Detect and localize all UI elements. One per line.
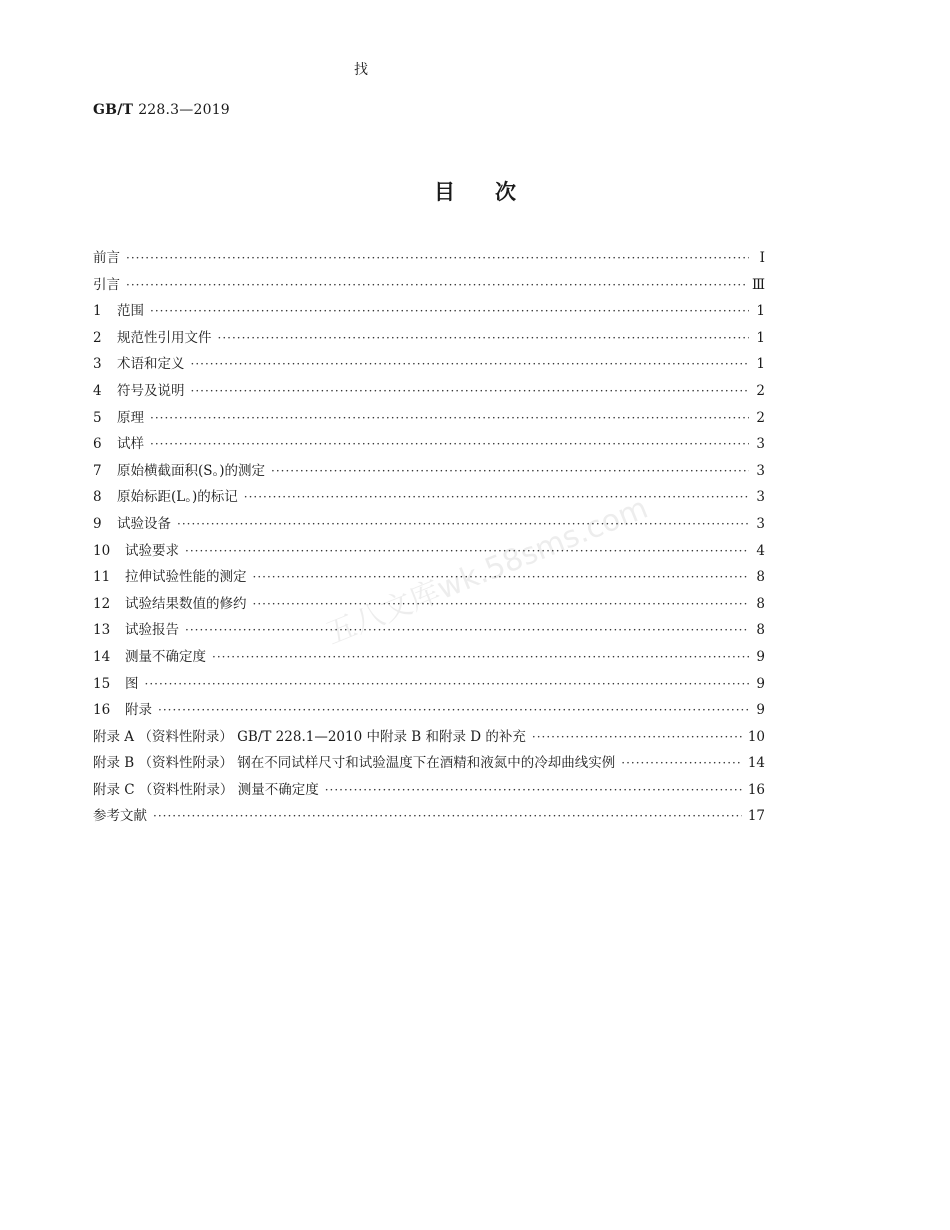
- toc-entry-number: 8: [93, 489, 102, 506]
- toc-entry-page: 4: [756, 542, 765, 559]
- toc-entry-page: Ⅰ: [759, 250, 765, 266]
- standard-code-prefix: GB/T: [93, 102, 134, 118]
- toc-entry[interactable]: [93, 751, 765, 778]
- toc-dot-leader: [150, 304, 749, 318]
- toc-entry[interactable]: [93, 618, 765, 645]
- toc-entry[interactable]: [93, 406, 765, 433]
- toc-entry[interactable]: [93, 379, 765, 406]
- toc-entry-label: 拉伸试验性能的测定: [125, 569, 247, 586]
- toc-dot-leader: [158, 703, 749, 717]
- toc-entry-page: 3: [756, 515, 765, 532]
- toc-entry-number: 10: [93, 542, 111, 559]
- toc-entry-page: 2: [756, 382, 765, 399]
- toc-dot-leader: [218, 331, 750, 345]
- toc-dot-leader: [150, 411, 749, 425]
- toc-entry-label: 范围: [117, 303, 144, 320]
- toc-entry-page: 1: [756, 329, 765, 346]
- toc-entry[interactable]: [93, 539, 765, 566]
- toc-dot-leader: [191, 357, 750, 371]
- toc-entry[interactable]: [93, 778, 765, 805]
- toc-entry-label: 原始横截面积(S。)的测定: [117, 462, 266, 479]
- toc-entry-number: 16: [93, 702, 111, 719]
- toc-dot-leader: [185, 623, 749, 637]
- toc-entry-number: 12: [93, 595, 111, 612]
- toc-dot-leader: [212, 650, 749, 664]
- toc-dot-leader: [153, 809, 742, 823]
- toc-dot-leader: [621, 756, 742, 770]
- toc-entry[interactable]: [93, 725, 765, 752]
- toc-entry-number: 2: [93, 329, 102, 346]
- toc-dot-leader: [126, 251, 749, 265]
- toc-entry-label: 测量不确定度: [125, 648, 206, 665]
- toc-entry-page: 8: [756, 569, 765, 586]
- toc-entry[interactable]: [93, 299, 765, 326]
- toc-entry-page: 9: [756, 702, 765, 719]
- watermark: 五八文库wk.58sms.com: [320, 490, 653, 652]
- toc-entry-label: 原始标距(L。)的标记: [117, 489, 238, 506]
- toc-entry-number: 6: [93, 436, 102, 453]
- toc-entry-label: 试验报告: [125, 622, 179, 639]
- toc-entry-label: 符号及说明: [117, 382, 185, 399]
- standard-code-number: 228.3—2019: [138, 102, 230, 118]
- toc-entry-label: 附录 B （资料性附录） 钢在不同试样尺寸和试验温度下在酒精和液氮中的冷却曲线实例: [93, 755, 616, 772]
- toc-entry[interactable]: [93, 326, 765, 353]
- toc-entry-number: 1: [93, 303, 102, 320]
- toc-entry[interactable]: [93, 672, 765, 699]
- toc-entry[interactable]: [93, 512, 765, 539]
- toc-entry-number: 7: [93, 462, 102, 479]
- toc-entry-page: 1: [756, 303, 765, 320]
- toc-entry-label: 试验结果数值的修约: [125, 595, 247, 612]
- toc-dot-leader: [126, 278, 746, 292]
- toc-entry[interactable]: [93, 432, 765, 459]
- toc-entry-label: 参考文献: [93, 808, 147, 825]
- toc-entry-label: 前言: [93, 250, 120, 266]
- toc-entry[interactable]: [93, 459, 765, 486]
- toc-entry-label: 试验设备: [117, 515, 171, 532]
- toc-entry-page: 8: [756, 595, 765, 612]
- toc-entry-label: 引言: [93, 276, 120, 293]
- toc-entry[interactable]: [93, 352, 765, 379]
- toc-entry-page: 10: [747, 728, 765, 745]
- toc-entry-page: 16: [747, 781, 765, 798]
- toc-dot-leader: [244, 490, 749, 504]
- toc-entry-page: 17: [747, 808, 765, 825]
- toc-entry-label: 试验要求: [125, 542, 179, 559]
- toc-entry[interactable]: [93, 645, 765, 672]
- toc-entry-page: Ⅲ: [751, 276, 765, 293]
- toc-entry-page: 3: [756, 436, 765, 453]
- toc-entry-label: 附录 C （资料性附录） 测量不确定度: [93, 781, 319, 798]
- toc-entry-page: 3: [756, 462, 765, 479]
- toc-entry-number: 15: [93, 675, 111, 692]
- toc-dot-leader: [150, 437, 749, 451]
- toc-entry-page: 9: [756, 675, 765, 692]
- toc-entry-number: 9: [93, 515, 102, 532]
- toc-entry-number: 11: [93, 569, 111, 586]
- toc-entry-page: 2: [756, 409, 765, 426]
- toc-entry[interactable]: [93, 246, 765, 273]
- toc-entry-label: 规范性引用文件: [117, 329, 212, 346]
- toc-entry-number: 14: [93, 648, 111, 665]
- toc-dot-leader: [177, 517, 749, 531]
- toc-entry[interactable]: [93, 804, 765, 831]
- toc-title: 目次: [434, 179, 556, 204]
- table-of-contents: [93, 246, 765, 831]
- toc-dot-leader: [271, 464, 749, 478]
- standard-code: [93, 102, 230, 118]
- toc-entry-label: 附录 A （资料性附录） GB/T 228.1—2010 中附录 B 和附录 D 的补充: [93, 728, 526, 745]
- toc-entry-page: 8: [756, 622, 765, 639]
- toc-entry-number: 5: [93, 409, 102, 426]
- toc-entry[interactable]: [93, 698, 765, 725]
- toc-entry-page: 1: [756, 356, 765, 373]
- toc-entry-label: 图: [125, 675, 139, 692]
- toc-dot-leader: [145, 677, 750, 691]
- page-top-mark: 找: [354, 62, 368, 78]
- toc-entry-page: 14: [747, 755, 765, 772]
- toc-entry[interactable]: [93, 485, 765, 512]
- toc-entry-number: 13: [93, 622, 111, 639]
- toc-entry-number: 4: [93, 382, 102, 399]
- toc-entry-page: 9: [756, 648, 765, 665]
- toc-entry[interactable]: [93, 273, 765, 300]
- toc-entry-label: 原理: [117, 409, 144, 426]
- toc-dot-leader: [532, 730, 742, 744]
- toc-dot-leader: [191, 384, 750, 398]
- toc-entry-number: 3: [93, 356, 102, 373]
- toc-dot-leader: [325, 783, 742, 797]
- toc-entry-page: 3: [756, 489, 765, 506]
- toc-entry-label: 试样: [117, 436, 144, 453]
- toc-entry-label: 术语和定义: [117, 356, 185, 373]
- toc-entry-label: 附录: [125, 702, 152, 719]
